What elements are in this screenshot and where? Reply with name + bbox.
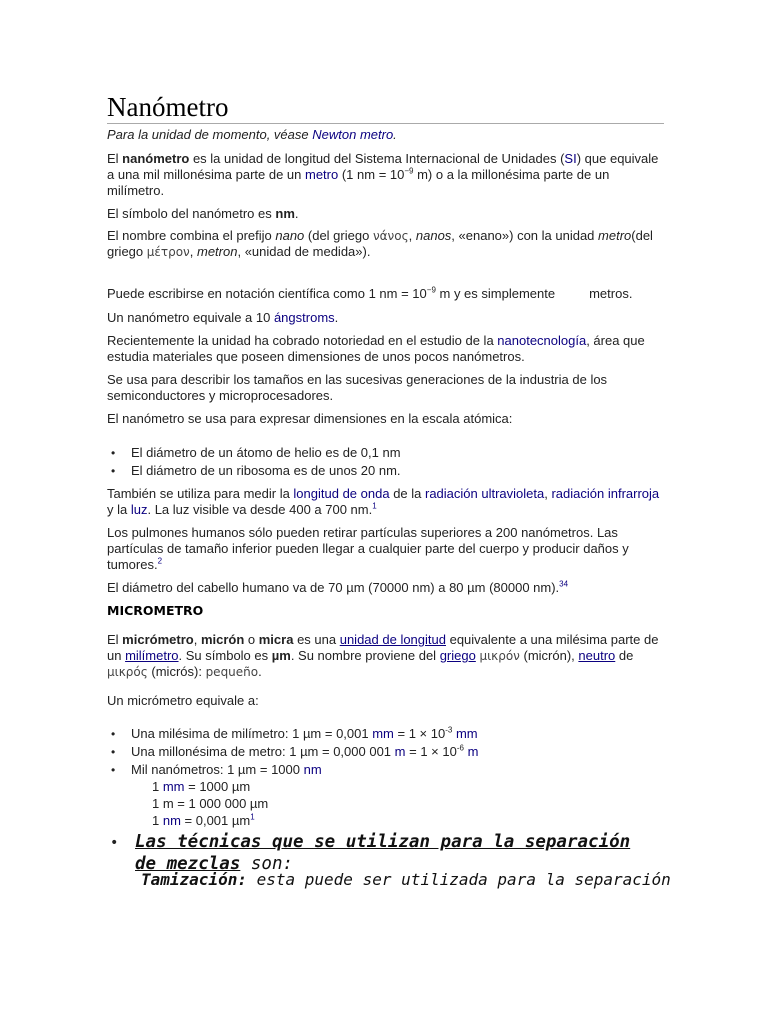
- symbol-paragraph: El símbolo del nanómetro es nm.: [107, 206, 299, 221]
- metro-link[interactable]: metro: [305, 167, 339, 182]
- title-divider: [107, 123, 664, 124]
- reference-link[interactable]: 1: [372, 501, 377, 511]
- milimetro-link[interactable]: milímetro: [125, 648, 179, 663]
- list-item: • Una millonésima de metro: 1 µm = 0,000 001 $m = 1 \times 10^{-6}$ m: [107, 744, 667, 762]
- unidad-de-longitud-link[interactable]: unidad de longitud: [339, 632, 446, 647]
- list-item: • Una milésima de milímetro: 1 µm = 0,001 mm = $1 \times 10^{-3}$ mm: [107, 726, 667, 744]
- list-item: • El diámetro de un ribosoma es de unos 20 nm.: [107, 463, 667, 481]
- tamizacion-line: Tamización: esta puede ser utilizada para la separación: [141, 870, 671, 889]
- griego-link[interactable]: griego: [439, 648, 476, 663]
- list-item: • Mil nanómetros: 1 µm = 1000 nm: [107, 762, 667, 780]
- indented-line: 1 m = 1 000 000 µm: [152, 796, 269, 811]
- nm-link[interactable]: nm: [303, 762, 322, 777]
- atomic-scale-paragraph: El nanómetro se usa para expresar dimensiones en la escala atómica:: [107, 411, 513, 426]
- indented-line: 1 nm = 0,001 µm$^1$: [152, 812, 255, 828]
- mm-link[interactable]: mm: [455, 726, 478, 741]
- lungs-paragraph: Los pulmones humanos sólo pueden retirar partículas superiores a 200 nanómetros. Las partículas de tamaño inferior pueden llegar a cualquier parte del cuerpo y producir daños y tumores.$^2$: [107, 525, 629, 572]
- micrometro-paragraph: El micrómetro, micrón o micra es una unidad de longitud equivalente a una milésima parte de un milímetro. Su símbolo es µm. Su nombre proviene del griego μικρόν (micrón), neutro de μικρός (micrós): pequeño.: [107, 632, 659, 679]
- equivalence-intro: Un micrómetro equivale a:: [107, 693, 259, 708]
- angstroms-link[interactable]: ángstroms: [273, 310, 335, 325]
- atomic-list: [107, 445, 667, 481]
- si-link[interactable]: SI: [564, 151, 577, 166]
- mm-link[interactable]: mm: [162, 779, 185, 794]
- scientific-notation-paragraph: Puede escribirse en notación científica como 1 nm = $10^{-9}$ m y es simplemente metros.: [107, 285, 633, 301]
- nanotecnologia-link[interactable]: nanotecnología: [497, 333, 587, 348]
- micrometro-heading: MICROMETRO: [107, 603, 204, 618]
- m-link[interactable]: m: [394, 744, 406, 759]
- equivalence-list: [107, 726, 667, 780]
- angstrom-paragraph: Un nanómetro equivale a 10 ángstroms.: [107, 310, 339, 325]
- indented-line: 1 mm = 1000 µm: [152, 779, 251, 794]
- hatnote: Para la unidad de momento, véase Newton metro.: [107, 127, 397, 142]
- etymology-paragraph: El nombre combina el prefijo nano (del griego νάνος, nanos, «enano») con la unidad metro(del griego μέτρον, metron, «unidad de medida»).: [107, 228, 653, 259]
- semiconductors-paragraph: Se usa para describir los tamaños en las sucesivas generaciones de la industria de los semiconductores y microprocesadores.: [107, 372, 608, 403]
- nanotech-paragraph: Recientemente la unidad ha cobrado notoriedad en el estudio de la nanotecnología, área que estudia materiales que poseen dimensiones de unos pocos nanómetros.: [107, 333, 645, 364]
- newton-metro-link[interactable]: Newton metro: [312, 127, 394, 142]
- neutro-link[interactable]: neutro: [578, 648, 616, 663]
- nm-link[interactable]: nm: [162, 813, 181, 828]
- reference-link[interactable]: 2: [157, 556, 163, 566]
- bullet-icon: •: [110, 835, 119, 851]
- radiacion-ultravioleta-link[interactable]: radiación ultravioleta: [425, 486, 545, 501]
- wavelength-paragraph: También se utiliza para medir la longitud de onda de la radiación ultravioleta, radiación infrarroja y la luz. La luz visible va desde 400 a 700 nm.$^1$: [107, 486, 660, 517]
- page-title: Nanómetro: [107, 92, 229, 122]
- intro-paragraph: El nanómetro es la unidad de longitud del Sistema Internacional de Unidades (SI) que equivale a una mil millonésima parte de un metro (1 nm = $10^{-9}$ m) o a la millonésima parte de un milímetro.: [107, 151, 659, 198]
- longitud-de-onda-link[interactable]: longitud de onda: [293, 486, 390, 501]
- mm-link[interactable]: mm: [372, 726, 394, 741]
- radiacion-infrarroja-link[interactable]: radiación infrarroja: [551, 486, 660, 501]
- reference-link[interactable]: 34: [559, 579, 569, 589]
- list-item: • El diámetro de un átomo de helio es de 0,1 nm: [107, 445, 667, 463]
- m-link[interactable]: m: [467, 744, 479, 759]
- reference-link[interactable]: 1: [250, 812, 255, 822]
- separation-techniques-heading: Las técnicas que se utilizan para la separación de mezclas son:: [135, 832, 631, 874]
- luz-link[interactable]: luz: [130, 502, 148, 517]
- hair-paragraph: El diámetro del cabello humano va de 70 µm (70000 nm) a 80 µm (80000 nm).$^{34}$: [107, 579, 569, 595]
